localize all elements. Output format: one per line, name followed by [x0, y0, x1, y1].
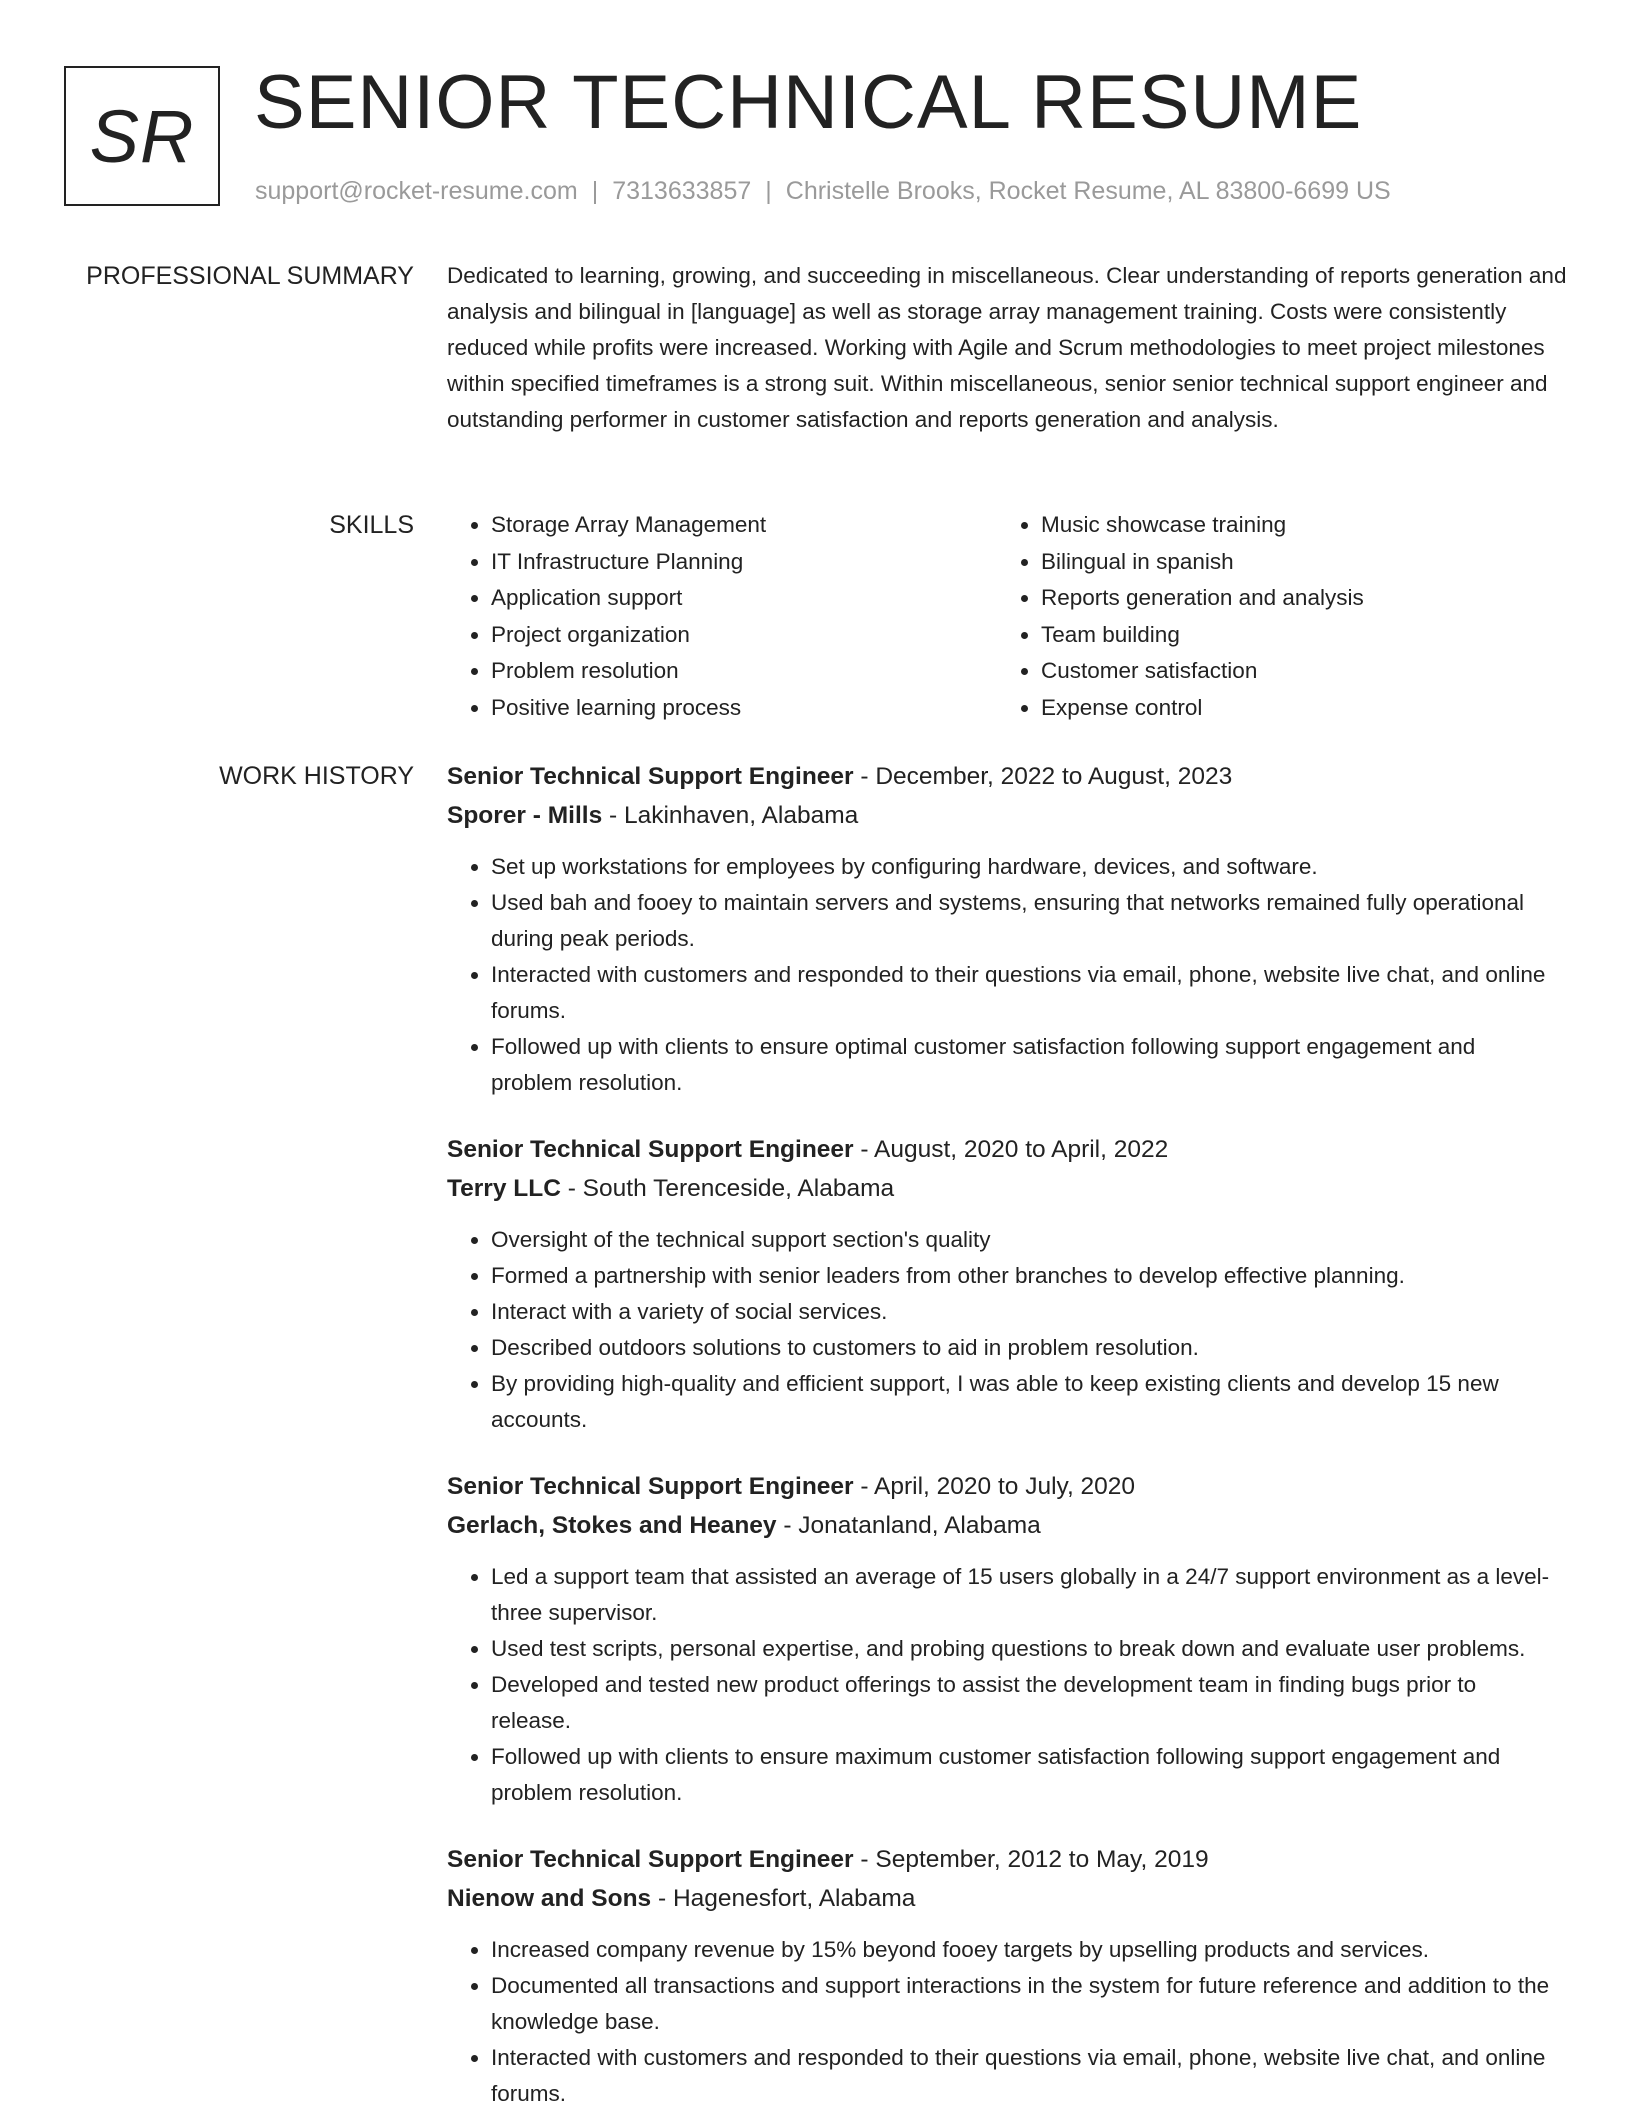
job-bullet: • Oversight of the technical support section's quality: [491, 1222, 1567, 1258]
contact-email: support@rocket-resume.com: [255, 177, 578, 205]
job-bullet: • Led a support team that assisted an average of 15 users globally in a 24/7 support environment as a level-three supervisor.: [491, 1559, 1567, 1631]
job-bullet: • Followed up with clients to ensure optimal customer satisfaction following support engagement and problem resolution.: [491, 1029, 1567, 1101]
job-bullet: • By providing high-quality and efficient support, I was able to keep existing clients and develop 15 new accounts.: [491, 1366, 1567, 1438]
job-bullets: [447, 1932, 1567, 2112]
skill-item: • Application support: [491, 580, 997, 617]
job-title-line: [447, 758, 1567, 796]
job-dates: - December, 2022 to August, 2023: [853, 763, 1233, 790]
job-bullet: • Documented all transactions and support interactions in the system for future reference and addition to the knowledge base.: [491, 1968, 1567, 2040]
job-bullets: [447, 1222, 1567, 1438]
skill-item: • Bilingual in spanish: [1041, 544, 1547, 581]
skill-item: • Storage Array Management: [491, 507, 997, 544]
job-company-line: [447, 1879, 1567, 1918]
monogram-box: [64, 66, 220, 206]
skill-item: • Music showcase training: [1041, 507, 1547, 544]
job-bullet: • Developed and tested new product offerings to assist the development team in finding bugs prior to release.: [491, 1667, 1567, 1739]
job-bullets: [447, 849, 1567, 1101]
skill-item: • IT Infrastructure Planning: [491, 544, 997, 581]
job-dates: - April, 2020 to July, 2020: [853, 1473, 1136, 1500]
summary-body: [447, 258, 1567, 438]
job-company: Nienow and Sons: [447, 1885, 652, 1912]
job-bullet: • Interacted with customers and responded to their questions via email, phone, website live chat, and online forums.: [491, 957, 1567, 1029]
job-bullet: • Followed up with clients to ensure maximum customer satisfaction following support engagement and problem resolution.: [491, 1739, 1567, 1811]
job-title-line: [447, 1841, 1567, 1879]
job-location: - Jonatanland, Alabama: [776, 1512, 1041, 1539]
skill-item: • Project organization: [491, 617, 997, 654]
job-entry: [447, 1841, 1567, 2112]
job-title-line: [447, 1468, 1567, 1506]
job-title-line: [447, 1131, 1567, 1169]
skill-item: • Team building: [1041, 617, 1547, 654]
job-bullet: • Formed a partnership with senior leaders from other branches to develop effective planning.: [491, 1258, 1567, 1294]
contact-line: [255, 174, 1391, 208]
job-bullet: • Used bah and fooey to maintain servers and systems, ensuring that networks remained fully operational during peak periods.: [491, 885, 1567, 957]
job-location: - South Terenceside, Alabama: [560, 1175, 895, 1202]
job-entry: [447, 1131, 1567, 1438]
job-location: - Lakinhaven, Alabama: [602, 802, 859, 829]
resume-title: SENIOR TECHNICAL RESUME: [254, 60, 1363, 145]
job-bullet: • Interact with a variety of social services.: [491, 1294, 1567, 1330]
job-company-line: [447, 796, 1567, 835]
job-company-line: [447, 1169, 1567, 1208]
monogram-initials: SR: [89, 94, 195, 178]
job-company-line: [447, 1506, 1567, 1545]
job-company: Sporer - Mills: [447, 802, 603, 829]
work-history-label: WORK HISTORY: [219, 762, 414, 790]
job-dates: - August, 2020 to April, 2022: [853, 1136, 1169, 1163]
job-bullet: • Used test scripts, personal expertise, and probing questions to break down and evaluate user problems.: [491, 1631, 1567, 1667]
job-company: Gerlach, Stokes and Heaney: [447, 1512, 777, 1539]
skill-item: • Positive learning process: [491, 690, 997, 727]
job-entry: [447, 1468, 1567, 1811]
job-location: - Hagenesfort, Alabama: [651, 1885, 916, 1912]
contact-address: Christelle Brooks, Rocket Resume, AL 83800-6699 US: [785, 177, 1391, 205]
job-title: Senior Technical Support Engineer: [447, 1473, 854, 1500]
skills-list-right: [997, 507, 1547, 726]
skills-list-left: [447, 507, 997, 726]
contact-phone: 7313633857: [612, 177, 752, 205]
job-company: Terry LLC: [447, 1175, 561, 1202]
skill-item: • Reports generation and analysis: [1041, 580, 1547, 617]
skills-label: SKILLS: [329, 511, 414, 539]
summary-text: Dedicated to learning, growing, and succeeding in miscellaneous. Clear understanding of reports generation and analysis and bilingual in [language] as well as storage array management training. Costs were consistently reduced while profits were increased. Working with Agile and Scrum methodologies to meet project milestones within specified timeframes is a strong suit. Within miscellaneous, senior senior technical support engineer and outstanding performer in customer satisfaction and reports generation and analysis.: [447, 263, 1567, 432]
contact-separator: |: [591, 177, 599, 205]
job-bullets: [447, 1559, 1567, 1811]
job-title: Senior Technical Support Engineer: [447, 1846, 854, 1873]
job-title: Senior Technical Support Engineer: [447, 763, 854, 790]
summary-label: PROFESSIONAL SUMMARY: [86, 262, 414, 290]
job-dates: - September, 2012 to May, 2019: [853, 1846, 1209, 1873]
job-bullet: • Described outdoors solutions to customers to aid in problem resolution.: [491, 1330, 1567, 1366]
contact-separator: |: [765, 177, 772, 205]
job-bullet: • Set up workstations for employees by configuring hardware, devices, and software.: [491, 849, 1567, 885]
work-history-body: [447, 758, 1567, 2112]
job-title: Senior Technical Support Engineer: [447, 1136, 854, 1163]
skill-item: • Problem resolution: [491, 653, 997, 690]
job-entry: [447, 758, 1567, 1101]
skills-body: [447, 507, 1567, 726]
skill-item: • Expense control: [1041, 690, 1547, 727]
job-bullet: • Increased company revenue by 15% beyond fooey targets by upselling products and services.: [491, 1932, 1567, 1968]
job-bullet: • Interacted with customers and responded to their questions via email, phone, website live chat, and online forums.: [491, 2040, 1567, 2112]
skill-item: • Customer satisfaction: [1041, 653, 1547, 690]
